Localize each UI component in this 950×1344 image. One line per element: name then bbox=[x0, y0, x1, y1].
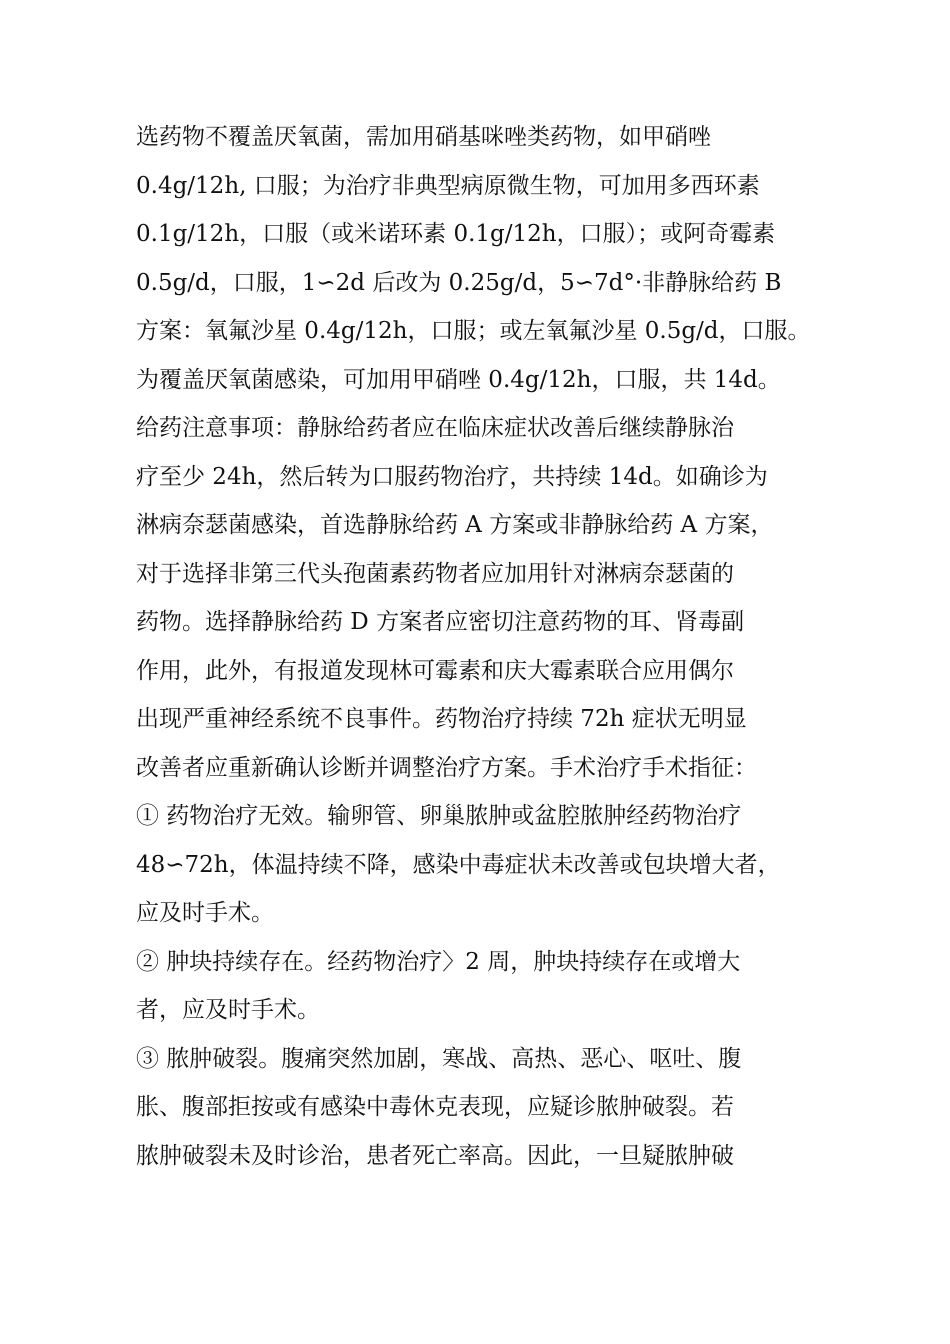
text-line: 药物。选择静脉给药 D 方案者应密切注意药物的耳、肾毒副 bbox=[136, 609, 745, 635]
text-line: 方案：氧氟沙星 0.4g/12h，口服；或左氧氟沙星 0.5g/d，口服。 bbox=[136, 318, 811, 344]
text-line: 出现严重神经系统不良事件。药物治疗持续 72h 症状无明显 bbox=[136, 706, 747, 732]
text-line: 作用，此外，有报道发现林可霉素和庆大霉素联合应用偶尔 bbox=[136, 657, 734, 684]
text-line: ③ 脓肿破裂。腹痛突然加剧，寒战、高热、恶心、呕吐、腹 bbox=[136, 1045, 742, 1072]
text-line: 给药注意事项：静脉给药者应在临床症状改善后继续静脉治 bbox=[136, 415, 734, 441]
text-line: ② 肿块持续存在。经药物治疗〉2 周，肿块持续存在或增大 bbox=[136, 948, 741, 975]
text-line: 改善者应重新确认诊断并调整治疗方案。手术治疗手术指征： bbox=[136, 754, 757, 781]
text-line: 淋病奈瑟菌感染，首选静脉给药 A 方案或非静脉给药 A 方案， bbox=[136, 512, 774, 538]
text-line: 48∽72h，体温持续不降，感染中毒症状未改善或包块增大者， bbox=[136, 851, 781, 878]
text-line: 疗至少 24h，然后转为口服药物治疗，共持续 14d。如确诊为 bbox=[136, 463, 768, 490]
text-line: 应及时手术。 bbox=[136, 900, 274, 926]
text-line: 0.5g/d，口服，1∽2d 后改为 0.25g/d，5∽7d°·非静脉给药 B bbox=[136, 269, 782, 296]
text-line: 者，应及时手术。 bbox=[136, 997, 320, 1023]
text-line: 脓肿破裂未及时诊治，患者死亡率高。因此，一旦疑脓肿破 bbox=[136, 1142, 734, 1169]
text-line: 为覆盖厌氧菌感染，可加用甲硝唑 0.4g/12h，口服，共 14d。 bbox=[136, 366, 781, 393]
text-line: 选药物不覆盖厌氧菌，需加用硝基咪唑类药物，如甲硝唑 bbox=[136, 124, 711, 150]
body-text bbox=[136, 113, 836, 1180]
text-line: ① 药物治疗无效。输卵管、卵巢脓肿或盆腔脓肿经药物治疗 bbox=[136, 803, 742, 829]
text-line: 胀、腹部拒按或有感染中毒休克表现，应疑诊脓肿破裂。若 bbox=[136, 1094, 734, 1120]
text-line: 0.1g/12h，口服（或米诺环素 0.1g/12h，口服）；或阿奇霉素 bbox=[136, 221, 776, 247]
text-line: 0.4g/12h, 口服；为治疗非典型病原微生物，可加用多西环素 bbox=[136, 172, 760, 199]
text-line: 对于选择非第三代头孢菌素药物者应加用针对淋病奈瑟菌的 bbox=[136, 560, 734, 587]
